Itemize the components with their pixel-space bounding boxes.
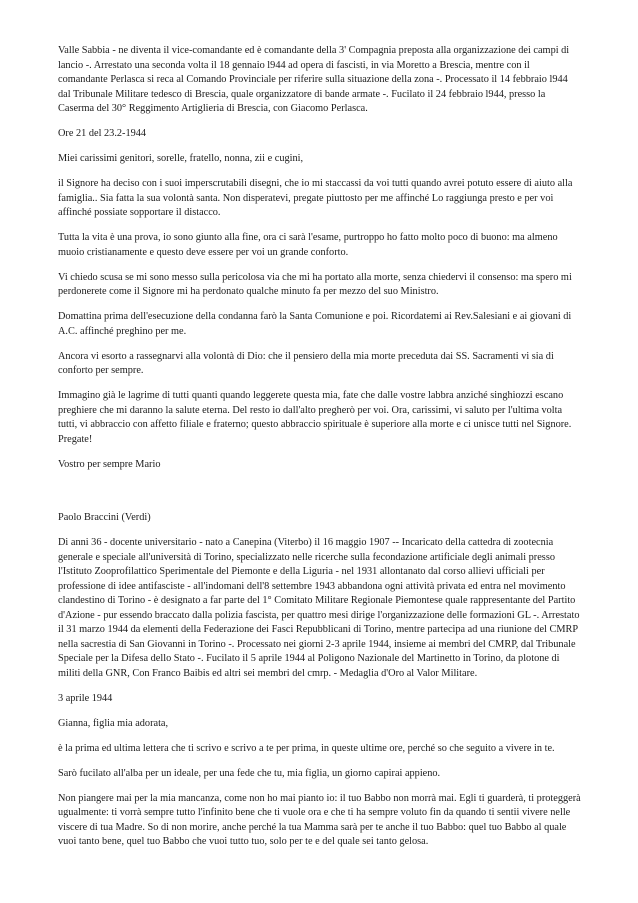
letter-paragraph: Ancora vi esorto a rassegnarvi alla volontà di Dio: che il pensiero della mia morte preceduta dai SS. Sacramenti vi sia di conforto per sempre.	[58, 350, 554, 376]
biography-continuation-paragraph: Valle Sabbia - ne diventa il vice-comandante ed è comandante della 3' Compagnia preposta alla organizzazione dei campi di lancio -. Arrestato una seconda volta il 18 gennaio l944 ad opera di fascisti, in via Moretto a Brescia, mentre con il comandante Perlasca si reca al Comando Provinciale per riferire sulla situazione della zona -. Processato il 14 febbraio l944 dal Tribunale Militare tedesco di Brescia, quale organizzatore di bande armate -. Fucilato il 24 febbraio l944, presso la Caserma del 30° Reggimento Artiglieria di Brescia, con Giacomo Perlasca.	[58, 45, 570, 114]
letter-paragraph: è la prima ed ultima lettera che ti scrivo e scrivo a te per prima, in queste ultime ore, perché so che seguito a vivere in te.	[58, 742, 555, 754]
letter-paragraph: Immagino già le lagrime di tutti quanti quando leggerete questa mia, fate che dalle vostre labbra anziché singhiozzi escano preghiere che mi daranno la salute eterna. Del resto io dall'alto pregherò per voi. Ora, carissimi, vi saluto per l'ultima volta tutti, vi abbraccio con affetto filiale e fraterno; questo abbraccio spirituale è superiore alla morte e ci unisce tutti nel Signore. Pregate!	[58, 390, 572, 445]
person-name-heading: Paolo Braccini (Verdi)	[58, 512, 151, 523]
letter-paragraph: Domattina prima dell'esecuzione della condanna farò la Santa Comunione e poi. Ricordatemi ai Rev.Salesiani e ai giovani di A.C. affinché preghino per me.	[58, 311, 572, 337]
document-page	[58, 44, 581, 860]
letter-paragraph: Sarò fucilato all'alba per un ideale, per una fede che tu, mia figlia, un giorno capirai appieno.	[58, 767, 441, 779]
letter-date: 3 aprile 1944	[58, 692, 113, 704]
letter-paragraph: il Signore ha deciso con i suoi imperscrutabili disegni, che io mi staccassi da voi tutti quando avrei potuto essere di aiuto alla famiglia.. Sia fatta la sua volontà santa. Non disperatevi, pregate piuttosto per me affinché Lo raggiunga presto e per voi affinché possiate sopportare il distacco.	[58, 178, 573, 218]
letter-salutation: Gianna, figlia mia adorata,	[58, 717, 169, 729]
letter-paragraph: Non piangere mai per la mia mancanza, come non ho mai pianto io: il tuo Babbo non morrà mai. Egli ti guarderà, ti proteggerà ugualmente: ti vorrà sempre tutto l'infinito bene che ti vuole ora e che ti ha sempre voluto fin da quando ti sentii vivere nelle viscere di tua Madre. So di non morire, anche perché la tua Mamma sarà per te anche il tuo Babbo: quel tuo Babbo al quale vuoi tanto bene, quel tuo Babbo che vuoi tutto tuo, solo per te e del quale sei tanto gelosa.	[58, 792, 581, 847]
letter-date-time: Ore 21 del 23.2-1944	[58, 128, 147, 139]
letter-paragraph: Vi chiedo scusa se mi sono messo sulla pericolosa via che mi ha portato alla morte, senza chiedervi il consenso: ma spero mi perdonerete come il Signore mi ha perdonato qualche minuto fa per mezzo del suo Ministro.	[58, 271, 572, 297]
letter-salutation: Miei carissimi genitori, sorelle, fratello, nonna, zii e cugini,	[58, 153, 304, 164]
letter-signature: Vostro per sempre Mario	[58, 458, 161, 470]
biography-paragraph: Di anni 36 - docente universitario - nato a Canepina (Viterbo) il 16 maggio 1907 -- Incaricato della cattedra di zootecnia generale e speciale all'università di Torino, specializzato nelle ricerche sulla fecondazione artificiale degli animali presso l'Istituto Zooprofilattico Sperimentale del Piemonte e della Liguria - nel 1931 allontanato dal corso allievi ufficiali per professione di idee antifasciste - all'indomani dell'8 settembre 1943 abbandona ogni attività privata ed entra nel movimento clandestino di Torino - è designato a far parte del 1° Comitato Militare Regionale Piemontese quale rappresentante del Partito d'Azione - pur essendo braccato dalla polizia fascista, per quattro mesi dirige l'organizzazione delle formazioni GL -. Arrestato il 31 marzo 1944 da elementi della Federazione dei Fasci Repubblicani di Torino, mentre partecipa ad una riunione del CMRP nella sacrestia di San Giovanni in Torino -. Processato nei giorni 2-3 aprile 1944, insieme ai membri del CMRP, dal Tribunale Speciale per la Difesa dello Stato -. Fucilato il 5 aprile 1944 al Poligono Nazionale del Martinetto in Torino, da plotone di militi della GNR, Con Franco Baibis ed altri sei membri del cmrp. - Medaglia d'Oro al Valor Militare.	[58, 537, 580, 679]
letter-paragraph: Tutta la vita è una prova, io sono giunto alla fine, ora ci sarà l'esame, purtroppo ho fatto molto poco di buono: ma almeno muoio cristianamente e questo deve essere per voi un grande conforto.	[58, 232, 558, 258]
